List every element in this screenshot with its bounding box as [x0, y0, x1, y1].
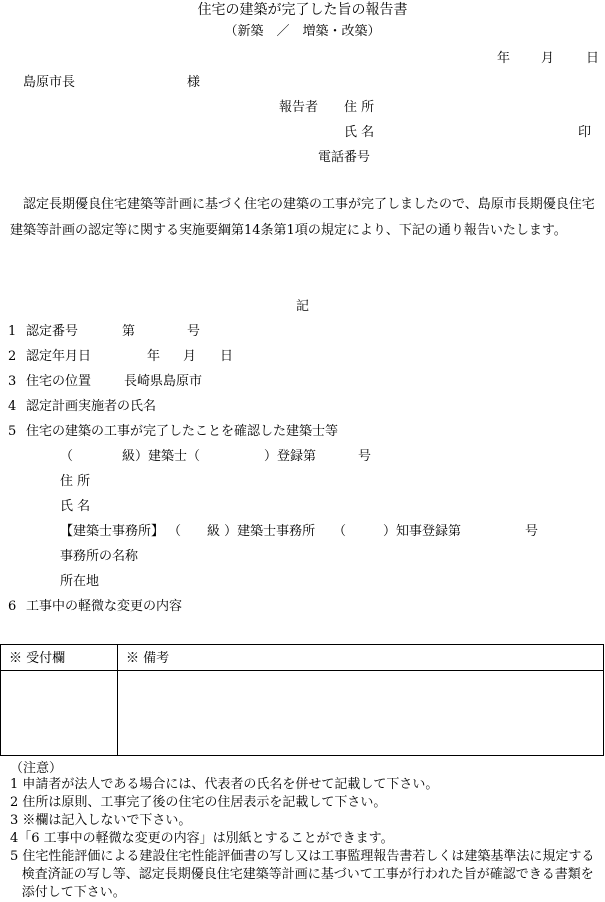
reception-cell: [1, 671, 118, 756]
remarks-header: ※ 備考: [118, 645, 604, 671]
item-4-number: 4: [8, 399, 17, 414]
item-3-value: 長崎県島原市: [124, 374, 203, 389]
item-2-year: 年: [147, 349, 161, 364]
architect-go: 号: [358, 449, 372, 464]
addressee-name: 島原市長: [23, 75, 76, 90]
reception-header: ※ 受付欄: [1, 645, 118, 671]
item-3-number: 3: [8, 374, 17, 389]
architect-open-paren: （: [60, 449, 74, 464]
architect-class-label: 級）建築士（: [122, 449, 201, 464]
date-month: 月: [541, 51, 555, 66]
reporter-label: 報告者: [279, 100, 319, 115]
item-4-label: 認定計画実施者の氏名: [26, 399, 157, 414]
body-paragraph: 認定長期優良住宅建築等計画に基づく住宅の建築の工事が完了しましたので、島原市長期優良住宅建築等計画の認定等に関する実施要綱第14条第1項の規定により、下記の通り報告いたします。: [10, 197, 595, 238]
date-year: 年: [497, 51, 511, 66]
office-class-label: 級 ）建築士事務所: [207, 524, 316, 539]
architect-name-label: 氏 名: [60, 499, 91, 514]
architect-registration-label: ）登録第: [264, 449, 317, 464]
note-2: 2 住所は原則、工事完了後の住宅の住居表示を記載して下さい。: [10, 795, 387, 810]
item-1-go: 号: [187, 324, 201, 339]
office-open-paren: （: [168, 524, 182, 539]
item-2-label: 認定年月日: [26, 349, 92, 364]
item-2-number: 2: [8, 349, 17, 364]
reporter-phone-label: 電話番号: [318, 150, 371, 165]
note-5: 5 住宅性能評価による建設住宅性能評価書の写し又は工事監理報告書若しくは建築基準法に規定する検査済証の写し等、認定長期優良住宅建築等計画に基づいて工事が行われた旨が確認できる書類を添付して下さい。: [10, 849, 595, 900]
ki-heading: 記: [295, 299, 309, 314]
office-label: 【建築士事務所】: [60, 524, 165, 539]
item-6-number: 6: [8, 599, 17, 614]
item-1-dai: 第: [122, 324, 136, 339]
office-go: 号: [525, 524, 539, 539]
seal-mark: 印: [578, 125, 592, 140]
item-1-number: 1: [8, 324, 17, 339]
note-1: 1 申請者が法人である場合には、代表者の氏名を併せて記載して下さい。: [10, 777, 439, 792]
item-1-label: 認定番号: [26, 324, 79, 339]
item-5-number: 5: [8, 424, 17, 439]
notes-title: （注意）: [10, 761, 63, 776]
office-location-label: 所在地: [60, 574, 100, 589]
note-4: 4「6 工事中の軽微な変更の内容」は別紙とすることができます。: [10, 831, 394, 846]
reporter-address-label: 住 所: [344, 100, 375, 115]
reception-table: [0, 644, 604, 756]
item-6-label: 工事中の軽微な変更の内容: [26, 599, 183, 614]
architect-address-label: 住 所: [60, 474, 91, 489]
item-3-label: 住宅の位置: [26, 374, 92, 389]
note-3: 3 ※欄は記入しないで下さい。: [10, 813, 192, 828]
office-name-label: 事務所の名称: [60, 549, 139, 564]
office-pref-open-paren: （: [333, 524, 347, 539]
document-title: 住宅の建築が完了した旨の報告書: [197, 2, 408, 18]
date-day: 日: [586, 51, 600, 66]
item-2-day: 日: [220, 349, 234, 364]
office-governor-registration-label: ）知事登録第: [383, 524, 462, 539]
item-5-label: 住宅の建築の工事が完了したことを確認した建築士等: [26, 424, 339, 439]
reporter-name-label: 氏 名: [344, 125, 375, 140]
item-2-month: 月: [183, 349, 197, 364]
remarks-cell: [118, 671, 604, 756]
addressee-honorific: 様: [187, 75, 201, 90]
document-subtitle: （新築 ／ 増築・改築）: [224, 24, 381, 39]
